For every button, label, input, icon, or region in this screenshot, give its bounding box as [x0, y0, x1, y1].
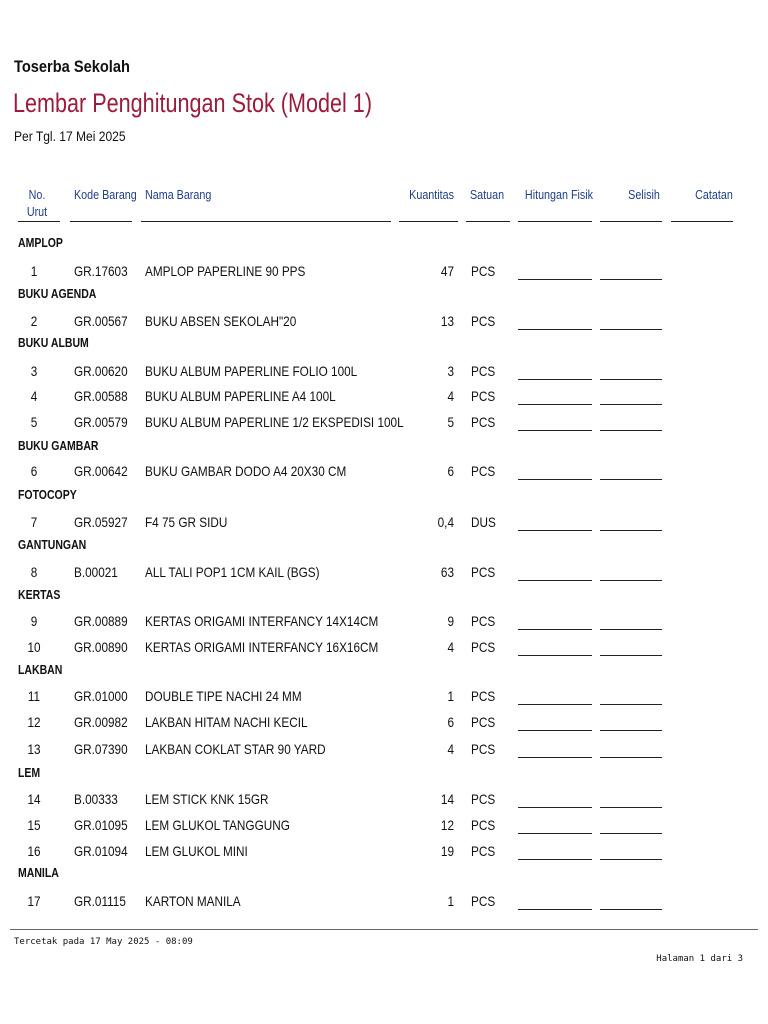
- printed-timestamp: Tercetak pada 17 May 2025 - 08:09: [14, 937, 193, 947]
- selisih-field[interactable]: [600, 580, 662, 581]
- row-nama: KERTAS ORIGAMI INTERFANCY 16X16CM: [145, 639, 379, 655]
- selisih-field[interactable]: [600, 655, 662, 656]
- row-kuantitas: 4: [447, 388, 454, 404]
- row-satuan: PCS: [471, 263, 496, 279]
- selisih-field[interactable]: [600, 833, 662, 834]
- selisih-field[interactable]: [600, 730, 662, 731]
- group-header: BUKU ALBUM: [18, 336, 89, 350]
- hitungan-fisik-field[interactable]: [518, 757, 592, 758]
- row-kuantitas: 13: [440, 313, 454, 329]
- group-header: KERTAS: [18, 588, 61, 602]
- group-header: GANTUNGAN: [18, 538, 87, 552]
- table-row: [0, 412, 768, 434]
- row-kuantitas: 6: [447, 714, 454, 730]
- row-kuantitas: 0,4: [437, 514, 454, 530]
- row-no: 17: [27, 893, 41, 909]
- header-catatan: Catatan: [695, 188, 733, 202]
- row-kuantitas: 4: [447, 741, 454, 757]
- row-kuantitas: 4: [447, 639, 454, 655]
- row-kuantitas: 47: [440, 263, 454, 279]
- header-underline: [671, 221, 733, 222]
- report-title: Lembar Penghitungan Stok (Model 1): [13, 88, 373, 118]
- row-nama: F4 75 GR SIDU: [145, 514, 228, 530]
- row-nama: KARTON MANILA: [145, 893, 241, 909]
- group-header: BUKU GAMBAR: [18, 439, 99, 453]
- row-satuan: PCS: [471, 817, 496, 833]
- row-no: 7: [30, 514, 38, 530]
- header-hitungan: Hitungan Fisik: [524, 188, 594, 202]
- row-nama: BUKU GAMBAR DODO A4 20X30 CM: [145, 463, 347, 479]
- table-row: [0, 562, 768, 584]
- row-nama: AMPLOP PAPERLINE 90 PPS: [145, 263, 306, 279]
- selisih-field[interactable]: [600, 430, 662, 431]
- row-kuantitas: 6: [447, 463, 454, 479]
- table-row: [0, 261, 768, 283]
- row-nama: BUKU ALBUM PAPERLINE A4 100L: [145, 388, 336, 404]
- group-header: AMPLOP: [18, 236, 63, 250]
- row-kode: GR.17603: [74, 263, 128, 279]
- row-satuan: PCS: [471, 463, 496, 479]
- row-nama: BUKU ALBUM PAPERLINE 1/2 EKSPEDISI 100L: [145, 414, 404, 430]
- hitungan-fisik-field[interactable]: [518, 580, 592, 581]
- hitungan-fisik-field[interactable]: [518, 629, 592, 630]
- header-no: No.: [28, 188, 46, 202]
- header-kuantitas: Kuantitas: [409, 188, 454, 202]
- selisih-field[interactable]: [600, 807, 662, 808]
- row-nama: LAKBAN HITAM NACHI KECIL: [145, 714, 308, 730]
- table-row: [0, 361, 768, 383]
- header-underline: [399, 221, 458, 222]
- hitungan-fisik-field[interactable]: [518, 859, 592, 860]
- row-kuantitas: 1: [447, 893, 454, 909]
- hitungan-fisik-field[interactable]: [518, 329, 592, 330]
- selisih-field[interactable]: [600, 379, 662, 380]
- row-no: 3: [30, 363, 38, 379]
- row-kode: GR.01094: [74, 843, 128, 859]
- row-satuan: PCS: [471, 613, 496, 629]
- table-row: [0, 789, 768, 811]
- table-row: [0, 386, 768, 408]
- row-kuantitas: 14: [440, 791, 454, 807]
- row-nama: BUKU ABSEN SEKOLAH"20: [145, 313, 297, 329]
- company-name: Toserba Sekolah: [14, 57, 130, 76]
- hitungan-fisik-field[interactable]: [518, 279, 592, 280]
- header-underline: [518, 221, 592, 222]
- hitungan-fisik-field[interactable]: [518, 479, 592, 480]
- group-header: BUKU AGENDA: [18, 287, 97, 301]
- row-satuan: DUS: [471, 514, 496, 530]
- row-kuantitas: 19: [440, 843, 454, 859]
- row-kode: GR.01095: [74, 817, 128, 833]
- row-kuantitas: 1: [447, 688, 454, 704]
- row-kode: GR.00620: [74, 363, 128, 379]
- table-row: [0, 637, 768, 659]
- row-nama: LEM STICK KNK 15GR: [145, 791, 269, 807]
- hitungan-fisik-field[interactable]: [518, 430, 592, 431]
- table-row: [0, 512, 768, 534]
- row-kode: GR.05927: [74, 514, 128, 530]
- row-kode: GR.00588: [74, 388, 128, 404]
- row-satuan: PCS: [471, 741, 496, 757]
- table-row: [0, 611, 768, 633]
- row-kode: GR.00890: [74, 639, 128, 655]
- row-kode: GR.00642: [74, 463, 128, 479]
- selisih-field[interactable]: [600, 629, 662, 630]
- row-kuantitas: 63: [440, 564, 454, 580]
- hitungan-fisik-field[interactable]: [518, 807, 592, 808]
- hitungan-fisik-field[interactable]: [518, 379, 592, 380]
- row-no: 12: [27, 714, 41, 730]
- header-underline: [600, 221, 662, 222]
- hitungan-fisik-field[interactable]: [518, 704, 592, 705]
- row-no: 5: [30, 414, 38, 430]
- selisih-field[interactable]: [600, 859, 662, 860]
- report-date: Per Tgl. 17 Mei 2025: [14, 128, 126, 144]
- row-nama: KERTAS ORIGAMI INTERFANCY 14X14CM: [145, 613, 379, 629]
- hitungan-fisik-field[interactable]: [518, 404, 592, 405]
- row-kuantitas: 12: [440, 817, 454, 833]
- group-header: FOTOCOPY: [18, 488, 77, 502]
- group-header: LAKBAN: [18, 663, 63, 677]
- row-no: 10: [27, 639, 41, 655]
- hitungan-fisik-field[interactable]: [518, 655, 592, 656]
- row-kode: GR.01000: [74, 688, 128, 704]
- row-kode: GR.00567: [74, 313, 128, 329]
- selisih-field[interactable]: [600, 479, 662, 480]
- header-satuan: Satuan: [470, 188, 505, 202]
- group-header: LEM: [18, 766, 41, 780]
- page-number: Halaman 1 dari 3: [656, 954, 743, 964]
- row-satuan: PCS: [471, 714, 496, 730]
- selisih-field[interactable]: [600, 704, 662, 705]
- hitungan-fisik-field[interactable]: [518, 730, 592, 731]
- row-kuantitas: 5: [447, 414, 454, 430]
- footer-divider: [10, 929, 758, 930]
- header-underline: [141, 221, 391, 222]
- hitungan-fisik-field[interactable]: [518, 530, 592, 531]
- row-satuan: PCS: [471, 363, 496, 379]
- header-selisih: Selisih: [628, 188, 660, 202]
- row-kuantitas: 9: [447, 613, 454, 629]
- table-row: [0, 311, 768, 333]
- row-no: 6: [30, 463, 38, 479]
- row-nama: BUKU ALBUM PAPERLINE FOLIO 100L: [145, 363, 358, 379]
- row-kode: B.00021: [74, 564, 118, 580]
- row-kode: GR.07390: [74, 741, 128, 757]
- selisih-field[interactable]: [600, 909, 662, 910]
- table-row: [0, 461, 768, 483]
- header-nama: Nama Barang: [145, 188, 212, 202]
- row-no: 1: [30, 263, 38, 279]
- row-no: 2: [30, 313, 38, 329]
- row-satuan: PCS: [471, 791, 496, 807]
- row-kode: B.00333: [74, 791, 118, 807]
- selisih-field[interactable]: [600, 404, 662, 405]
- table-row: [0, 841, 768, 863]
- header-kode: Kode Barang: [74, 188, 137, 202]
- row-no: 8: [30, 564, 38, 580]
- header-underline: [18, 221, 60, 222]
- table-row: [0, 815, 768, 837]
- row-no: 16: [27, 843, 41, 859]
- table-row: [0, 739, 768, 761]
- row-satuan: PCS: [471, 414, 496, 430]
- selisih-field[interactable]: [600, 530, 662, 531]
- row-kode: GR.00982: [74, 714, 128, 730]
- hitungan-fisik-field[interactable]: [518, 909, 592, 910]
- header-underline: [70, 221, 132, 222]
- row-satuan: PCS: [471, 843, 496, 859]
- row-no: 14: [27, 791, 41, 807]
- table-row: [0, 686, 768, 708]
- table-row: [0, 712, 768, 734]
- row-nama: LAKBAN COKLAT STAR 90 YARD: [145, 741, 326, 757]
- table-row: [0, 891, 768, 913]
- row-no: 15: [27, 817, 41, 833]
- row-satuan: PCS: [471, 893, 496, 909]
- row-satuan: PCS: [471, 388, 496, 404]
- row-satuan: PCS: [471, 313, 496, 329]
- row-no: 9: [30, 613, 38, 629]
- row-kode: GR.00889: [74, 613, 128, 629]
- row-nama: ALL TALI POP1 1CM KAIL (BGS): [145, 564, 320, 580]
- row-satuan: PCS: [471, 688, 496, 704]
- group-header: MANILA: [18, 866, 59, 880]
- row-satuan: PCS: [471, 564, 496, 580]
- row-nama: LEM GLUKOL TANGGUNG: [145, 817, 290, 833]
- header-urut: Urut: [26, 205, 48, 219]
- row-no: 4: [30, 388, 38, 404]
- header-underline: [466, 221, 510, 222]
- selisih-field[interactable]: [600, 279, 662, 280]
- row-kode: GR.01115: [74, 893, 126, 909]
- row-nama: DOUBLE TIPE NACHI 24 MM: [145, 688, 302, 704]
- row-kuantitas: 3: [447, 363, 454, 379]
- hitungan-fisik-field[interactable]: [518, 833, 592, 834]
- row-nama: LEM GLUKOL MINI: [145, 843, 248, 859]
- row-no: 11: [27, 688, 41, 704]
- row-satuan: PCS: [471, 639, 496, 655]
- selisih-field[interactable]: [600, 757, 662, 758]
- row-kode: GR.00579: [74, 414, 128, 430]
- row-no: 13: [27, 741, 41, 757]
- selisih-field[interactable]: [600, 329, 662, 330]
